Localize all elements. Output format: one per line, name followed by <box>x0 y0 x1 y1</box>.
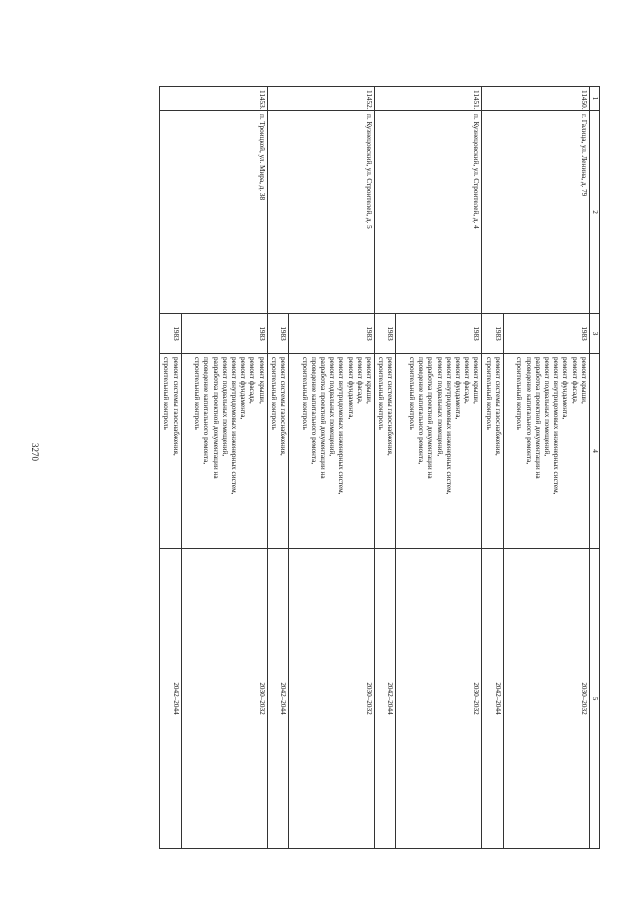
year-cell: 1983 <box>267 314 288 354</box>
works-cell: ремонт системы газоснабжения, строительный контроль <box>160 354 181 549</box>
address-cell: п. Троицкой, ул. Мира, д. 38 <box>160 111 267 314</box>
year-cell: 1983 <box>374 314 395 354</box>
works-cell: ремонт крыши, ремонт фасада, ремонт фундамента, ремонт внутридомовых инженерных систем, ремонт подвальных помещений, разработка проектной документации на проведение капитального ремонта, строительный контроль <box>288 354 374 549</box>
period-cell: 2030–2032 <box>181 549 267 849</box>
document-page <box>88 86 600 848</box>
header-col-4: 4 <box>589 354 599 549</box>
works-cell: ремонт крыши, ремонт фасада, ремонт фундамента, ремонт внутридомовых инженерных систем, ремонт подвальных помещений, разработка проектной документации на проведение капитального ремонта, строительный контроль <box>503 354 589 549</box>
row-number: 11451. <box>374 87 481 111</box>
address-cell: г. Галица, ул. Ленина, д. 79 <box>482 111 589 314</box>
header-col-1: 1 <box>589 87 599 111</box>
header-col-2: 2 <box>589 111 599 314</box>
repair-schedule-table <box>159 86 600 849</box>
works-cell: ремонт крыши, ремонт фасада, ремонт фундамента, ремонт внутридомовых инженерных систем, ремонт подвальных помещений, разработка проектной документации на проведение капитального ремонта, строительный контроль <box>396 354 482 549</box>
address-cell: п. Кузнецовский, ул. Строителей, д. 5 <box>267 111 374 314</box>
period-cell: 2030–2032 <box>503 549 589 849</box>
period-cell: 2030–2032 <box>288 549 374 849</box>
row-number: 11450. <box>482 87 589 111</box>
works-cell: ремонт системы газоснабжения, строительный контроль <box>482 354 503 549</box>
year-cell: 1983 <box>503 314 589 354</box>
header-col-5: 5 <box>589 549 599 849</box>
table-row <box>396 87 482 849</box>
table-row <box>181 87 267 849</box>
page-number: 3270 <box>30 443 40 461</box>
header-col-3: 3 <box>589 314 599 354</box>
period-cell: 2042–2044 <box>267 549 288 849</box>
rotated-table-wrapper <box>88 86 600 848</box>
period-cell: 2042–2044 <box>482 549 503 849</box>
address-cell: п. Кузнецовский, ул. Строителей, д. 4 <box>374 111 481 314</box>
year-cell: 1983 <box>160 314 181 354</box>
works-cell: ремонт крыши, ремонт фасада, ремонт фундамента, ремонт внутридомовых инженерных систем, ремонт подвальных помещений, разработка проектной документации на проведение капитального ремонта, строительный контроль <box>181 354 267 549</box>
period-cell: 2042–2044 <box>160 549 181 849</box>
table-row <box>503 87 589 849</box>
period-cell: 2042–2044 <box>374 549 395 849</box>
year-cell: 1983 <box>288 314 374 354</box>
period-cell: 2030–2032 <box>396 549 482 849</box>
year-cell: 1983 <box>181 314 267 354</box>
year-cell: 1983 <box>396 314 482 354</box>
row-number: 11452. <box>267 87 374 111</box>
year-cell: 1983 <box>482 314 503 354</box>
works-cell: ремонт системы газоснабжения, строительный контроль <box>374 354 395 549</box>
table-row <box>288 87 374 849</box>
works-cell: ремонт системы газоснабжения, строительный контроль <box>267 354 288 549</box>
row-number: 11453. <box>160 87 267 111</box>
header-row <box>589 87 599 849</box>
